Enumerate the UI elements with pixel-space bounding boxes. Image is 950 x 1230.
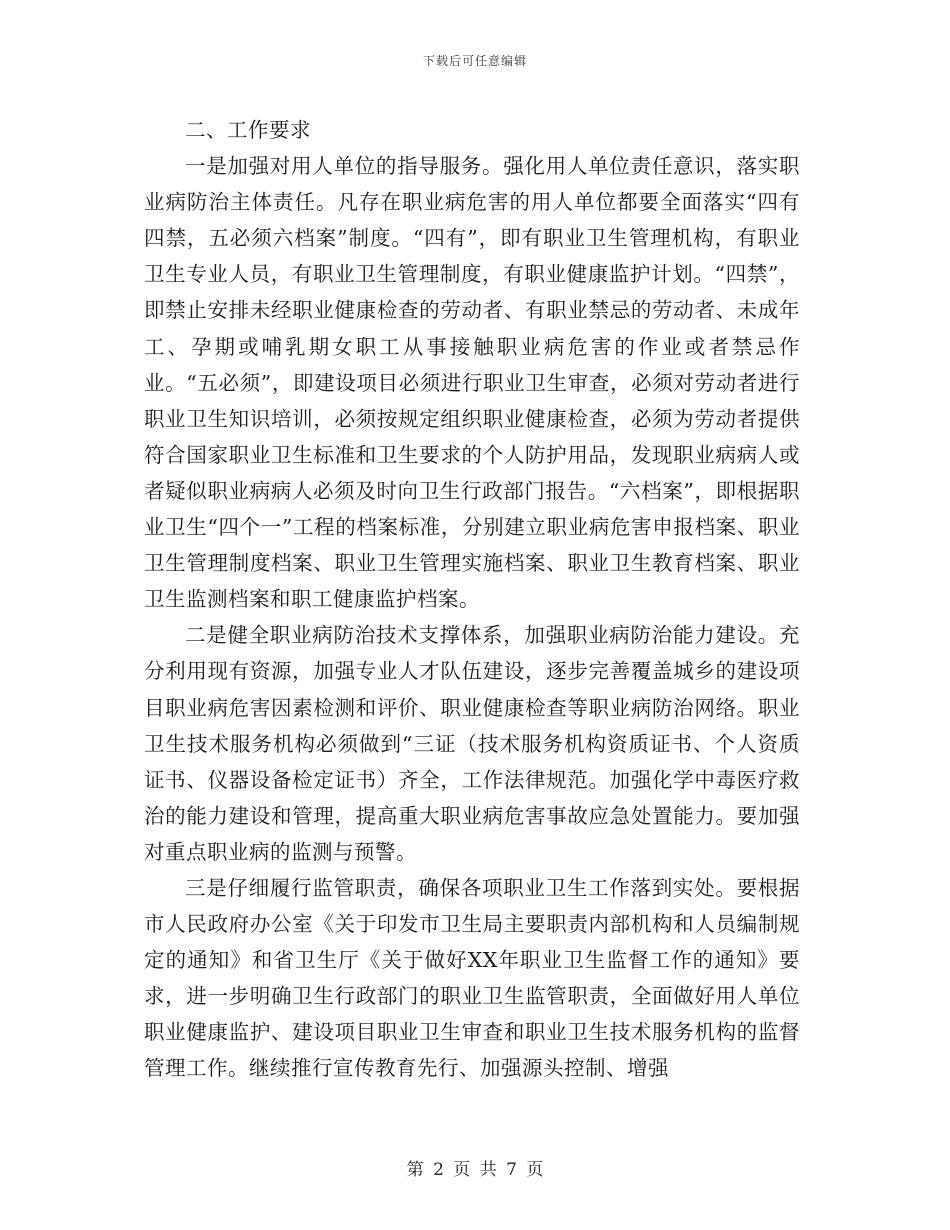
section-title: 二、工作要求 (185, 118, 311, 142)
paragraph-3: 三是仔细履行监管职责，确保各项职业卫生工作落到实处。要根据市人民政府办公室《关于印发市卫生局主要职责内部机构和人员编制规定的通知》和省卫生厅《关于做好XX年职业卫生监督工作的通知》要求，进一步明确卫生行政部门的职业卫生监管职责，全面做好用人单位职业健康监护、建设项目职业卫生审查和职业卫生技术服务机构的监督管理工作。继续推行宣传教育先行、加强源头控制、增强 (144, 875, 800, 1081)
paragraph-2: 二是健全职业病防治技术支撑体系，加强职业病防治能力建设。充分利用现有资源，加强专业人才队伍建设，逐步完善覆盖城乡的建设项目职业病危害因素检测和评价、职业健康检查等职业病防治网络。职业卫生技术服务机构必须做到“三证（技术服务机构资质证书、个人资质证书、仪器设备检定证书）齐全，工作法律规范。加强化学中毒医疗救治的能力建设和管理，提高重大职业病危害事故应急处置能力。要加强对重点职业病的监测与预警。 (144, 623, 800, 864)
document-body (144, 112, 800, 1087)
page-header-note: 下载后可任意编辑 (422, 54, 527, 68)
page-number: 第 2 页 共 7 页 (406, 1160, 544, 1180)
paragraph-1: 一是加强对用人单位的指导服务。强化用人单位责任意识，落实职业病防治主体责任。凡存在职业病危害的用人单位都要全面落实“四有四禁，五必须六档案”制度。“四有”，即有职业卫生管理机构，有职业卫生专业人员，有职业卫生管理制度，有职业健康监护计划。“四禁”，即禁止安排未经职业健康检查的劳动者、有职业禁忌的劳动者、未成年工、孕期或哺乳期女职工从事接触职业病危害的作业或者禁忌作业。“五必须”，即建设项目必须进行职业卫生审查，必须对劳动者进行职业卫生知识培训，必须按规定组织职业健康检查，必须为劳动者提供符合国家职业卫生标准和卫生要求的个人防护用品，发现职业病病人或者疑似职业病病人必须及时向卫生行政部门报告。“六档案”，即根据职业卫生“四个一”工程的档案标准，分别建立职业病危害申报档案、职业卫生管理制度档案、职业卫生管理实施档案、职业卫生教育档案、职业卫生监测档案和职工健康监护档案。 (144, 154, 800, 612)
